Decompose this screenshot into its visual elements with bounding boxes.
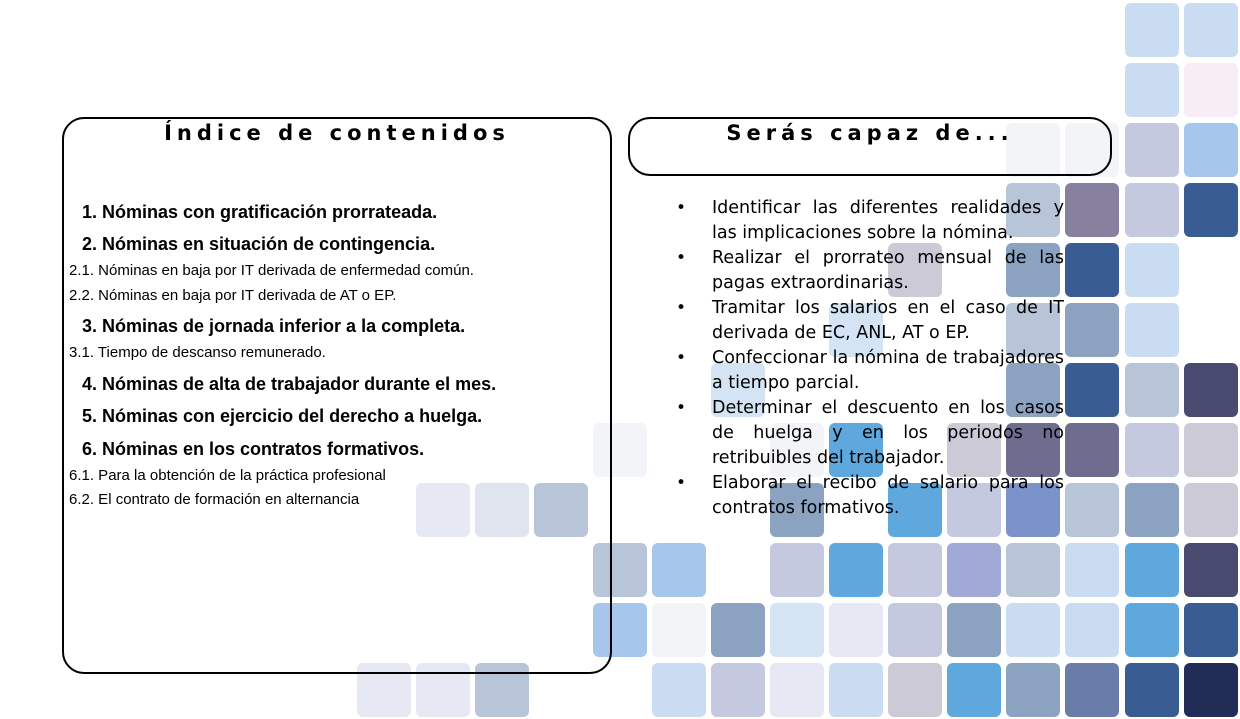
mosaic-tile: [652, 663, 706, 717]
bullet-icon: •: [676, 348, 687, 368]
mosaic-tile: [1184, 423, 1238, 477]
capable-header: [628, 117, 1112, 176]
mosaic-tile: [1184, 483, 1238, 537]
index-title: Índice de contenidos: [164, 121, 510, 145]
mosaic-tile: [1184, 3, 1238, 57]
mosaic-tile: [1006, 543, 1060, 597]
skill-item: [674, 246, 1064, 296]
mosaic-tile: [1065, 543, 1119, 597]
mosaic-tile: [1184, 363, 1238, 417]
index-entry: 5. Nóminas con ejercicio del derecho a huelga.: [82, 406, 483, 426]
mosaic-tile: [829, 543, 883, 597]
index-panel: [62, 117, 612, 674]
mosaic-tile: [1125, 303, 1179, 357]
capable-title: Serás capaz de...: [726, 121, 1014, 145]
bullet-icon: •: [676, 248, 687, 268]
mosaic-tile: [1125, 543, 1179, 597]
bullet-icon: •: [676, 473, 687, 493]
skill-text: Determinar el descuento en los casos de huelga y en los periodos no retribuibles del trabajador.: [712, 398, 1064, 468]
mosaic-tile: [770, 603, 824, 657]
index-entry: 4. Nóminas de alta de trabajador durante el mes.: [82, 374, 497, 394]
mosaic-tile: [770, 663, 824, 717]
mosaic-tile: [829, 603, 883, 657]
mosaic-tile: [1065, 363, 1119, 417]
mosaic-tile: [829, 663, 883, 717]
mosaic-tile: [1125, 123, 1179, 177]
mosaic-tile: [1125, 363, 1179, 417]
skill-item: [674, 196, 1064, 246]
index-subentry: 3.1. Tiempo de descanso remunerado.: [69, 344, 326, 361]
mosaic-tile: [652, 603, 706, 657]
mosaic-tile: [711, 663, 765, 717]
bullet-icon: •: [676, 398, 687, 418]
mosaic-tile: [1184, 603, 1238, 657]
mosaic-tile: [1125, 183, 1179, 237]
index-entry: 1. Nóminas con gratificación prorrateada.: [82, 202, 438, 222]
mosaic-tile: [1065, 483, 1119, 537]
mosaic-tile: [1065, 603, 1119, 657]
skill-text: Realizar el prorrateo mensual de las pagas extraordinarias.: [712, 248, 1064, 293]
mosaic-tile: [1065, 303, 1119, 357]
mosaic-tile: [888, 543, 942, 597]
index-entry: 2. Nóminas en situación de contingencia.: [82, 234, 436, 254]
mosaic-tile: [1184, 543, 1238, 597]
mosaic-tile: [947, 603, 1001, 657]
mosaic-tile: [1125, 243, 1179, 297]
index-entry: 3. Nóminas de jornada inferior a la completa.: [82, 316, 466, 336]
mosaic-tile: [1125, 3, 1179, 57]
skill-text: Confeccionar la nómina de trabajadores a tiempo parcial.: [712, 348, 1064, 393]
index-entry: 6. Nóminas en los contratos formativos.: [82, 439, 425, 459]
mosaic-tile: [1065, 423, 1119, 477]
mosaic-tile: [1006, 663, 1060, 717]
index-subentry: 2.2. Nóminas en baja por IT derivada de AT o EP.: [69, 287, 397, 304]
mosaic-tile: [652, 543, 706, 597]
mosaic-tile: [1125, 483, 1179, 537]
mosaic-tile: [1065, 243, 1119, 297]
skill-item: [674, 346, 1064, 396]
index-subentry: 6.2. El contrato de formación en alternancia: [69, 491, 360, 508]
mosaic-tile: [1184, 123, 1238, 177]
mosaic-tile: [1125, 603, 1179, 657]
mosaic-tile: [711, 603, 765, 657]
mosaic-tile: [888, 663, 942, 717]
mosaic-tile: [770, 543, 824, 597]
skill-text: Elaborar el recibo de salario para los contratos formativos.: [712, 473, 1064, 518]
mosaic-tile: [888, 603, 942, 657]
mosaic-tile: [1125, 63, 1179, 117]
mosaic-tile: [1184, 63, 1238, 117]
skill-item: [674, 471, 1064, 521]
skill-item: [674, 396, 1064, 471]
index-subentry: 6.1. Para la obtención de la práctica profesional: [69, 467, 386, 484]
mosaic-tile: [1065, 183, 1119, 237]
mosaic-tile: [1125, 663, 1179, 717]
mosaic-tile: [1184, 663, 1238, 717]
mosaic-tile: [1006, 603, 1060, 657]
skill-item: [674, 296, 1064, 346]
bullet-icon: •: [676, 298, 687, 318]
skills-list: [674, 196, 1064, 521]
skill-text: Tramitar los salarios en el caso de IT derivada de EC, ANL, AT o EP.: [712, 298, 1064, 343]
mosaic-tile: [1184, 183, 1238, 237]
mosaic-tile: [1125, 423, 1179, 477]
mosaic-tile: [947, 543, 1001, 597]
mosaic-tile: [947, 663, 1001, 717]
skill-text: Identificar las diferentes realidades y las implicaciones sobre la nómina.: [712, 198, 1064, 243]
bullet-icon: •: [676, 198, 687, 218]
index-subentry: 2.1. Nóminas en baja por IT derivada de enfermedad común.: [69, 262, 474, 279]
mosaic-tile: [1065, 663, 1119, 717]
